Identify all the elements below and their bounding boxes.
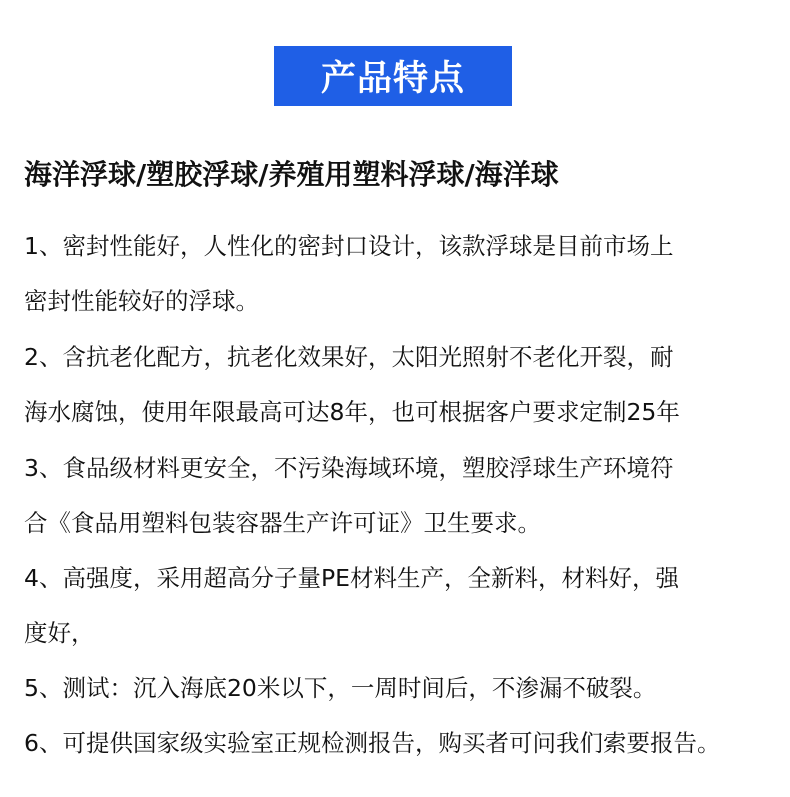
feature-line: 5、测试：沉入海底20米以下，一周时间后，不渗漏不破裂。 [24,674,657,702]
cropped-text-fragment [578,0,618,4]
feature-line: 度好， [24,619,95,647]
section-header-label: 产品特点 [320,59,465,99]
feature-line: 密封性能较好的浮球。 [24,287,259,315]
feature-line: 1、密封性能好，人性化的密封口设计，该款浮球是目前市场上 [24,232,674,260]
feature-line: 3、食品级材料更安全，不污染海域环境，塑胶浮球生产环境符 [24,454,674,482]
section-header-badge [274,46,512,106]
feature-line: 6、可提供国家级实验室正规检测报告，购买者可问我们索要报告。 [24,729,721,757]
product-title: 海洋浮球/塑胶浮球/养殖用塑料浮球/海洋球 [24,158,559,191]
feature-line: 海水腐蚀，使用年限最高可达8年，也可根据客户要求定制25年 [24,398,680,426]
feature-line: 4、高强度，采用超高分子量PE材料生产，全新料，材料好，强 [24,564,679,592]
feature-line: 合《食品用塑料包装容器生产许可证》卫生要求。 [24,509,541,537]
feature-line: 2、含抗老化配方，抗老化效果好，太阳光照射不老化开裂，耐 [24,343,674,371]
